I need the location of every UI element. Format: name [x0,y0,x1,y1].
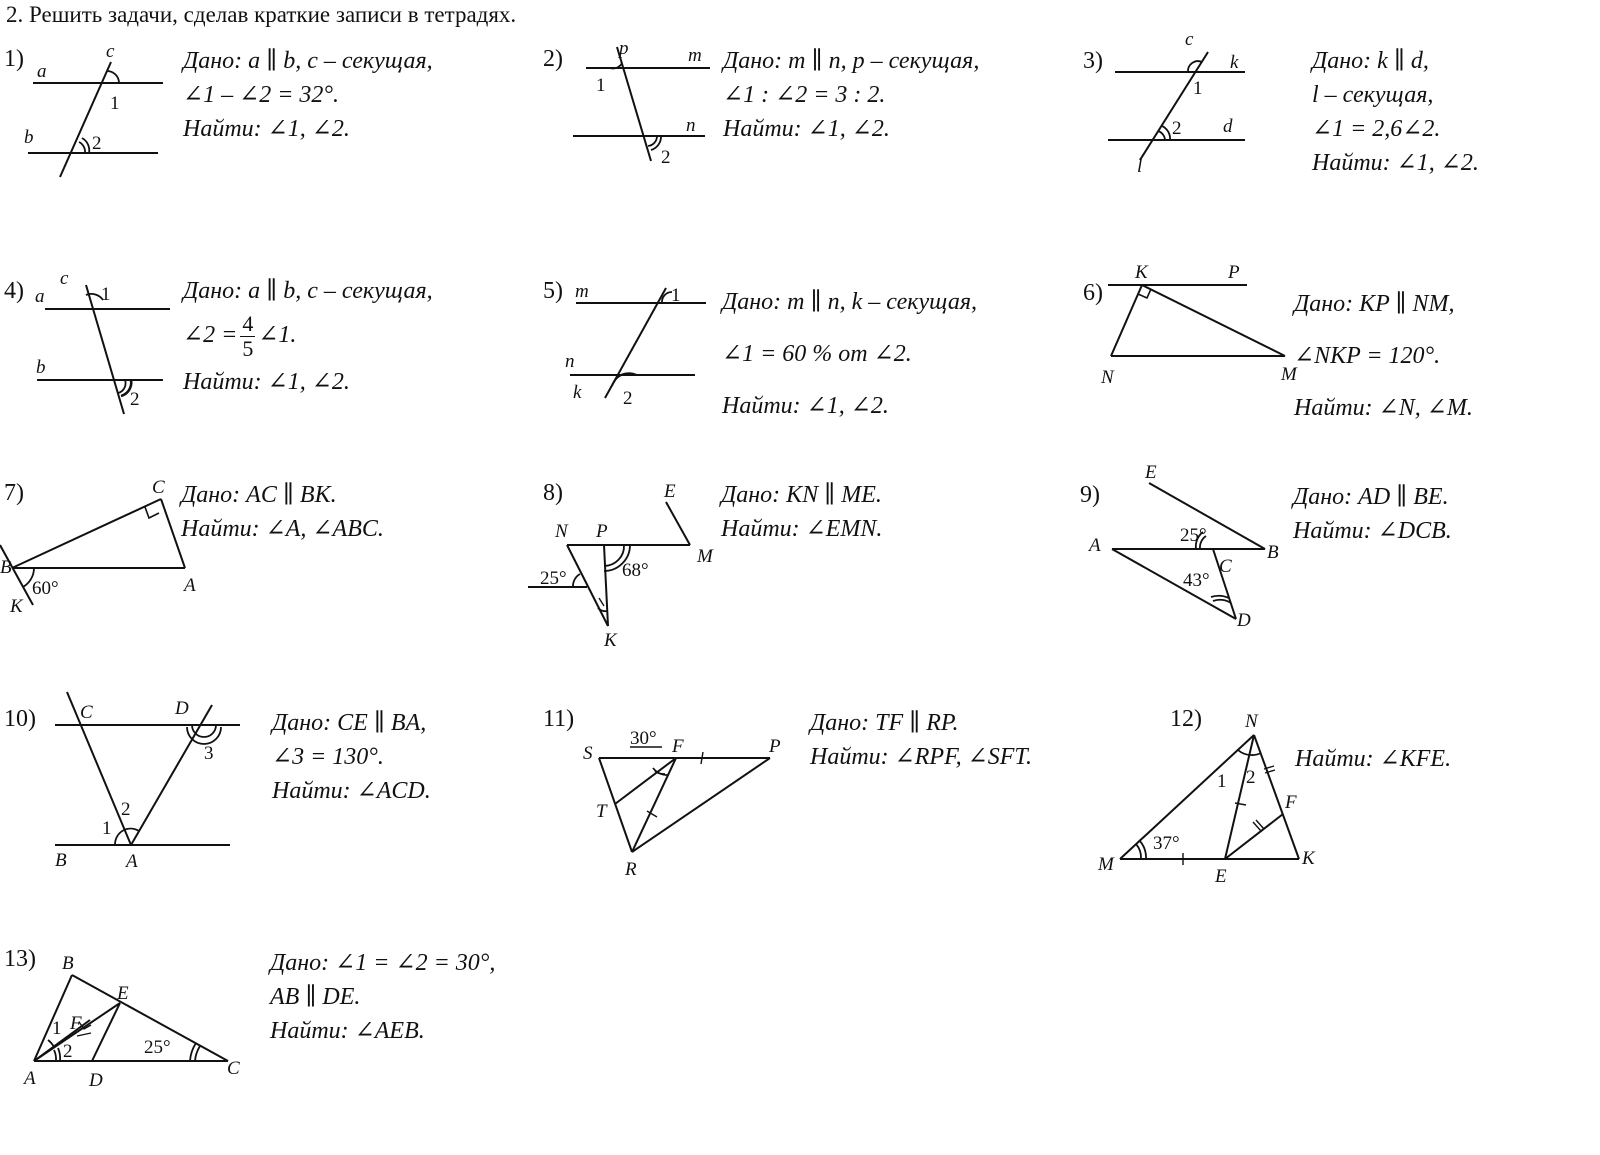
fig3-label-1: 1 [1193,78,1203,99]
fig6-label-N: N [1101,367,1114,388]
fig9-label-C: C [1219,556,1232,577]
fig13-label-F: F [70,1013,82,1034]
given-line: Найти: ∠1, ∠2. [183,116,350,142]
figure-4 [35,268,170,414]
figure-12 [1097,711,1316,887]
figure-6 [1100,262,1298,388]
fig11-label-T: T [596,801,607,822]
given-line: Найти: ∠EMN. [721,516,883,542]
problem-10-number: 10) [4,706,36,732]
fig7-label-A: A [184,575,196,596]
fig9-label-D: D [1237,610,1251,631]
fig13-label-D: D [89,1070,103,1091]
fig13-label-E: E [117,983,129,1004]
given-line: ∠1 : ∠2 = 3 : 2. [723,82,886,108]
fig9-label-25: 25° [1180,525,1207,546]
fig12-label-M: M [1098,854,1114,875]
given-line: 5 [242,336,254,361]
fig12-label-2: 2 [1246,767,1256,788]
fig12-label-F: F [1285,792,1297,813]
fig3-label-2: 2 [1172,118,1182,139]
given-line: ∠3 = 130°. [272,744,384,770]
fig10-label-1: 1 [102,818,112,839]
fig10-label-A: A [126,851,138,872]
fig3-label-d: d [1223,116,1233,137]
fig2-label-1: 1 [596,75,606,96]
figure-5 [565,281,706,409]
fig13-label-A: A [24,1068,36,1089]
fig12-label-1: 1 [1217,771,1227,792]
fig11-label-F: F [672,736,684,757]
fig11-label-S: S [583,743,593,764]
given-line: Дано: TF ∥ RP. [810,710,959,736]
fig13-label-1: 1 [52,1018,62,1039]
fig2-label-p: p [619,38,629,59]
fig10-label-3: 3 [204,743,214,764]
given-line: Дано: ∠1 = ∠2 = 30°, [270,950,496,976]
figure-10 [55,692,240,872]
given-line: Найти: ∠1, ∠2. [723,116,890,142]
given-line: Найти: ∠1, ∠2. [1312,150,1479,176]
fig3-label-c: c [1185,29,1194,50]
fig2-label-m: m [688,45,702,66]
problem-2-number: 2) [543,46,563,72]
fig5-label-k: k [573,382,582,403]
fig10-label-D: D [175,698,189,719]
fig1-label-1: 1 [110,93,120,114]
fig5-label-1: 1 [671,285,681,306]
fig4-label-a: a [35,286,45,307]
fig1-label-c: c [106,41,115,62]
fig8-label-K: K [604,630,617,651]
given-line: Дано: a ∥ b, c – секущая, [183,48,433,74]
fig12-label-K: K [1302,848,1315,869]
fig4-label-b: b [36,357,46,378]
given-line: Дано: CE ∥ BA, [272,710,427,736]
fig6-label-M: M [1281,364,1297,385]
fig8-label-E: E [664,481,676,502]
figure-13 [22,953,240,1091]
given-line: Дано: AD ∥ BE. [1293,484,1449,510]
given-line: Дано: a ∥ b, c – секущая, [183,278,433,304]
fig11-label-30: 30° [630,728,657,749]
given-line: 4 [242,311,254,336]
fig9-label-B: B [1267,542,1279,563]
fig12-label-N: N [1245,711,1258,732]
fig10-label-B: B [55,850,67,871]
fig10-label-C: C [80,702,93,723]
given-line: Дано: m ∥ n, k – секущая, [722,289,977,315]
given-line: Найти: ∠RPF, ∠SFT. [810,744,1032,770]
given-line: Дано: AC ∥ BK. [181,482,337,508]
fig1-label-b: b [24,127,34,148]
fig1-label-2: 2 [92,133,102,154]
fig9-label-43: 43° [1183,570,1210,591]
given-line: ∠2 = $\frac{4}{5}$ ∠1. [183,311,297,361]
given-line: Дано: KP ∥ NM, [1294,291,1455,317]
problem-11-number: 11) [543,706,575,732]
figure-7 [0,477,196,617]
given-line: l – секущая, [1312,82,1434,108]
fig8-label-25: 25° [540,568,567,589]
fig12-label-37: 37° [1153,833,1180,854]
fig8-label-M: M [697,546,713,567]
fig2-label-2: 2 [661,147,671,168]
given-line: Найти: ∠A, ∠ABC. [181,516,384,542]
given-line: Дано: KN ∥ ME. [721,482,882,508]
fig13-label-25: 25° [144,1037,171,1058]
problem-8-number: 8) [543,480,563,506]
fig10-label-2: 2 [121,799,131,820]
problem-9-number: 9) [1080,482,1100,508]
fig11-label-P: P [769,736,781,757]
given-line: Найти: ∠1, ∠2. [722,393,889,419]
fig3-label-k: k [1230,52,1239,73]
given-line: Дано: m ∥ n, p – секущая, [723,48,980,74]
figure-8 [528,481,714,651]
fig8-label-68: 68° [622,560,649,581]
page-title: 2. Решить задачи, сделав краткие записи в тетрадях. [6,2,517,27]
given-line: ∠1 = 60 % от ∠2. [722,341,912,367]
given-line: AB ∥ DE. [270,984,361,1010]
fig5-label-2: 2 [623,388,633,409]
problem-4-number: 4) [4,278,24,304]
fig7-label-60: 60° [32,578,59,599]
fig13-label-B: B [62,953,74,974]
fig13-label-C: C [227,1058,240,1079]
problem-12-number: 12) [1170,706,1202,732]
fig7-label-C: C [152,477,165,498]
fig1-label-a: a [37,61,47,82]
given-line: ∠NKP = 120°. [1294,343,1441,369]
fig13-label-2: 2 [63,1041,73,1062]
figure-2 [573,38,710,168]
problem-13-number: 13) [4,946,36,972]
fig7-label-K: K [10,596,23,617]
given-line: Найти: ∠DCB. [1293,518,1452,544]
figure-3 [1108,29,1245,177]
fig2-label-n: n [686,115,696,136]
fig11-label-R: R [625,859,637,880]
given-line: ∠1 – ∠2 = 32°. [183,82,340,108]
given-line: Найти: ∠KFE. [1295,746,1452,772]
given-line: Найти: ∠ACD. [272,778,431,804]
fig9-label-A: A [1089,535,1101,556]
fig7-label-B: B [0,557,12,578]
problem-3-number: 3) [1083,48,1103,74]
fig8-label-P: P [596,521,608,542]
given-line: Найти: ∠AEB. [270,1018,425,1044]
problem-6-number: 6) [1083,280,1103,306]
fig4-label-1: 1 [101,284,111,305]
fig4-label-c: c [60,268,69,289]
given-line: Найти: ∠1, ∠2. [183,369,350,395]
fig5-label-m: m [575,281,589,302]
problem-7-number: 7) [4,480,24,506]
fig3-label-l: l [1137,156,1143,177]
fig6-label-K: K [1135,262,1148,283]
fig5-label-n: n [565,351,575,372]
figure-9 [1087,462,1279,631]
given-line: Дано: k ∥ d, [1312,48,1429,74]
problem-5-number: 5) [543,278,563,304]
fig4-label-2: 2 [130,389,140,410]
problem-1-number: 1) [4,46,24,72]
figure-11 [583,728,781,880]
fig9-label-E: E [1145,462,1157,483]
given-line: ∠1 = 2,6∠2. [1312,116,1441,142]
fig6-label-P: P [1228,262,1240,283]
figure-1 [24,41,163,177]
fig12-label-E: E [1215,866,1227,887]
fig8-label-N: N [555,521,568,542]
given-line: Найти: ∠N, ∠M. [1294,395,1473,421]
